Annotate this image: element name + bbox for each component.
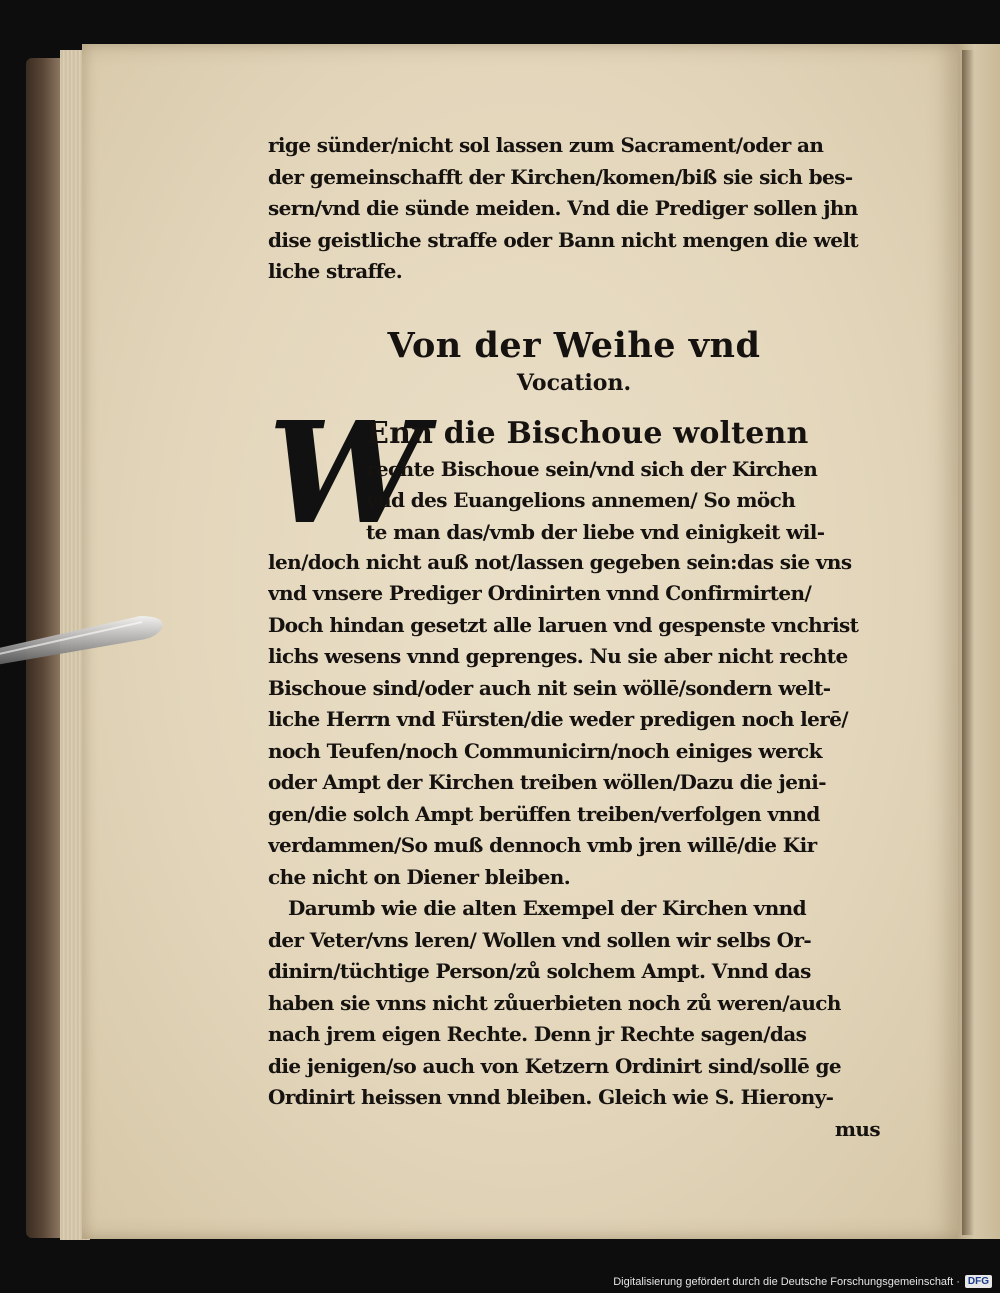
text-line: noch Teufen/noch Communicirn/noch einiges werck xyxy=(268,738,822,763)
body-paragraph xyxy=(268,547,880,894)
text-line: der Veter/vns leren/ Wollen vnd sollen wir selbs Or- xyxy=(268,927,812,952)
text-line: oder Ampt der Kirchen treiben wöllen/Dazu die jeni- xyxy=(268,770,826,794)
text-line: liche straffe. xyxy=(268,259,403,283)
text-line: dinirn/tüchtige Person/zů solchem Ampt. Vnnd das xyxy=(268,959,811,983)
dfg-logo: DFG xyxy=(965,1275,992,1288)
text-line: te man das/vmb der liebe vnd einigkeit wil- xyxy=(366,519,825,544)
text-line: gen/die solch Ampt berüffen treiben/verfolgen vnnd xyxy=(268,801,820,826)
text-line: sern/vnd die sünde meiden. Vnd die Prediger sollen jhn xyxy=(268,196,858,220)
text-line: dise geistliche straffe oder Bann nicht mengen die welt xyxy=(268,227,859,252)
text-line: lichs wesens vnnd geprenges. Nu sie aber nicht rechte xyxy=(268,644,848,668)
initial-paragraph xyxy=(268,391,880,556)
page-fold-shadow xyxy=(962,50,974,1235)
text-line: Bischoue sind/oder auch nit sein wöllē/sondern welt- xyxy=(268,675,831,700)
text-line: liche Herrn vnd Fürsten/die weder predigen noch lerē/ xyxy=(268,707,849,731)
text-line: der gemeinschafft der Kirchen/komen/biß sie sich bes- xyxy=(268,164,853,189)
text-line: che nicht on Diener bleiben. xyxy=(268,864,571,889)
text-line: nach jrem eigen Rechte. Denn jr Rechte sagen/das xyxy=(268,1022,807,1046)
text-line: rechte Bischoue sein/vnd sich der Kirchen xyxy=(366,456,818,481)
text-line: Ordinirt heissen vnnd bleiben. Gleich wie S. Hierony- xyxy=(268,1085,834,1109)
pointer-pen-icon xyxy=(0,612,170,666)
decorated-initial: W xyxy=(268,391,426,556)
page-text xyxy=(268,130,880,1145)
text-line: die jenigen/so auch von Ketzern Ordinirt sind/sollē ge xyxy=(268,1053,842,1078)
catchword: mus xyxy=(834,1116,880,1141)
text-line: Enn die Bischoue woltenn xyxy=(366,415,809,451)
digitization-footer xyxy=(613,1275,992,1288)
text-line: vnd des Euangelions annemen/ So möch xyxy=(366,488,796,512)
text-line: Doch hindan gesetzt alle laruen vnd gespenste vnchrist xyxy=(268,612,859,637)
text-line: len/doch nicht auß not/lassen gegeben sein:das sie vns xyxy=(268,549,852,574)
text-line: Darumb wie die alten Exempel der Kirchen vnnd xyxy=(288,896,806,920)
initial-lines xyxy=(366,414,880,549)
footer-text: Digitalisierung gefördert durch die Deutsche Forschungsgemeinschaft · xyxy=(613,1275,960,1288)
text-line: vnd vnsere Prediger Ordinirten vnnd Confirmirten/ xyxy=(268,581,812,605)
text-line: rige sünder/nicht sol lassen zum Sacrament/oder an xyxy=(268,133,824,157)
top-paragraph xyxy=(268,130,880,288)
section-subheading: Vocation. xyxy=(516,369,632,396)
text-line: haben sie vnns nicht zůuerbieten noch zů weren/auch xyxy=(268,990,841,1015)
text-line: verdammen/So muß dennoch vmb jren willē/die Kir xyxy=(268,833,817,857)
second-paragraph xyxy=(268,893,880,1114)
section-heading: Von der Weihe vnd xyxy=(387,324,761,366)
